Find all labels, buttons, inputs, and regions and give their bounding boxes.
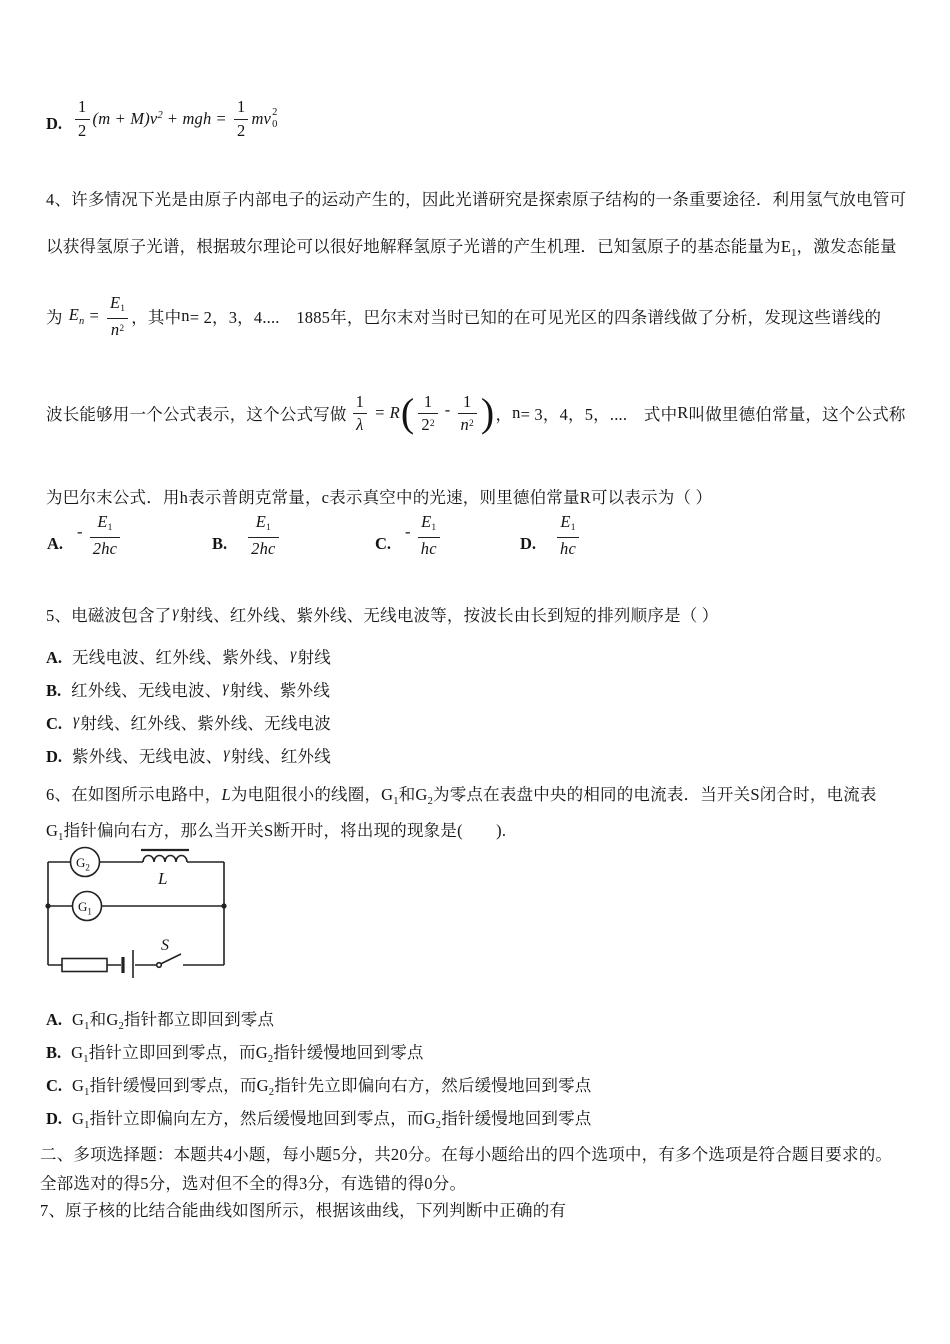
g1-label: $G_1$ xyxy=(78,899,92,917)
minus-sign: - xyxy=(405,522,411,541)
q4-option-c: C. - $\frac{E_1}{hc}$ xyxy=(375,512,443,558)
symbol-r: R xyxy=(389,403,400,422)
symbol-l: L xyxy=(221,785,231,804)
symbol-h: h xyxy=(179,488,189,507)
q4-stem-line-4: 波长能够用一个公式表示，这个公式写做 $\frac{1}{\lambda}$ = R ( $\frac{1}{2^2}$ - $\frac{1}{n^2}$ ) ， n = 3，4，5，.... 式中 R 叫做里德伯常量，这个公式称 xyxy=(46,390,906,435)
formula-term: $(m + M)v^2$ xyxy=(92,108,163,128)
gamma-symbol: γ xyxy=(223,745,230,762)
symbol-n: n xyxy=(512,403,521,422)
symbol-c: c xyxy=(321,488,330,507)
minus-sign: - xyxy=(77,522,83,541)
q4-stem-line-3: 为 $E_n$ = $\frac{E_1}{n^2}$ ，其中 n = 2，3，4.... 1885年，巴尔末对当时已知的在可见光区的四条谱线做了分析，发现这些谱线的 xyxy=(46,293,882,339)
q6-option-d: D. $G_1$指针立即偏向左方，然后缓慢地回到零点，而$G_2$指针缓慢地回到零点 xyxy=(46,1109,592,1131)
q7-stem: 7、原子核的比结合能曲线如图所示，根据该曲线，下列判断中正确的有 xyxy=(40,1201,567,1220)
junction-dot-left xyxy=(45,903,50,908)
junction-dot-right xyxy=(221,903,226,908)
gamma-symbol: γ xyxy=(172,604,179,621)
symbol-g1: $G_1$ xyxy=(72,1010,90,1032)
q4-stem-line-2: 以获得氢原子光谱，根据玻尔理论可以很好地解释氢原子光谱的产生机理．已知氢原子的基态能量为$E_1$，激发态能量 xyxy=(46,237,897,259)
symbol-g1: $G_1$ xyxy=(381,785,399,807)
symbol-s: S xyxy=(750,785,760,804)
operator: = xyxy=(216,108,226,128)
q6-option-c: C. $G_1$指针缓慢回到零点，而$G_2$指针先立即偏向右方，然后缓慢地回到零点 xyxy=(46,1076,592,1098)
fraction: $\frac{E_1}{2hc}$ xyxy=(248,512,278,558)
operator: + xyxy=(167,108,178,128)
g2-label: $G_2$ xyxy=(76,855,90,873)
circuit-diagram xyxy=(40,843,240,978)
q5-option-a: A. 无线电波、红外线、紫外线、γ射线 xyxy=(46,646,331,667)
switch-label: S xyxy=(161,937,169,954)
q4-stem-line-5: 为巴尔末公式．用h表示普朗克常量，c表示真空中的光速，则里德伯常量R可以表示为（ ） xyxy=(46,488,713,507)
symbol-g1: $G_1$ xyxy=(71,1043,89,1065)
fraction: $\frac{E_1}{2hc}$ xyxy=(90,512,120,558)
fraction: $\frac{1}{2^2}$ xyxy=(418,392,437,435)
fraction: $\frac{1}{n^2}$ xyxy=(458,392,477,435)
symbol-r: R xyxy=(579,488,591,507)
q5-stem: 5、电磁波包含了γ射线、红外线、紫外线、无线电波等，按波长由长到短的排列顺序是（ ） xyxy=(46,604,719,625)
inductor-label: L xyxy=(158,869,168,888)
operator: = xyxy=(375,403,385,422)
gamma-symbol: γ xyxy=(73,712,80,729)
fraction: $\frac{1}{2}$ xyxy=(234,97,248,140)
q4-option-b: B. $\frac{E_1}{2hc}$ xyxy=(212,512,282,558)
fraction: $\frac{E_1}{hc}$ xyxy=(557,512,579,558)
gamma-symbol: γ xyxy=(290,646,297,663)
formula-term: mv xyxy=(251,108,272,128)
symbol-en: $E_n$ xyxy=(68,305,85,327)
formula-term: mgh xyxy=(182,108,212,128)
prev-question-option-d xyxy=(46,97,278,140)
fraction: $\frac{1}{2}$ xyxy=(75,97,89,140)
sup-sub-stack: 2 0 xyxy=(272,106,278,130)
symbol-g1: $G_1$ xyxy=(72,1109,90,1131)
symbol-n: n xyxy=(181,306,190,325)
q6-option-b: B. $G_1$指针立即回到零点，而$G_2$指针缓慢地回到零点 xyxy=(46,1043,424,1065)
resistor-icon xyxy=(62,959,107,972)
symbol-g1: $G_1$ xyxy=(72,1076,90,1098)
option-label: D. xyxy=(46,114,63,133)
q4-option-a: A. - $\frac{E_1}{2hc}$ xyxy=(47,512,123,558)
q4-option-d: D. $\frac{E_1}{hc}$ xyxy=(520,512,582,558)
switch-pivot xyxy=(157,963,162,968)
q5-option-b: B. 红外线、无线电波、γ射线、紫外线 xyxy=(46,679,331,700)
q6-stem-line-2: $G_1$指针偏向右方，那么当开关S断开时，将出现的现象是( ). xyxy=(46,821,507,843)
q6-option-a: A. $G_1$和$G_2$指针都立即回到零点 xyxy=(46,1010,275,1032)
switch-lever xyxy=(162,954,182,964)
q4-options-row xyxy=(0,512,950,574)
fraction: $\frac{1}{\lambda}$ xyxy=(353,392,367,435)
operator: - xyxy=(444,400,451,419)
operator: = xyxy=(89,306,99,325)
symbol-e1: $E_1$ xyxy=(780,237,797,259)
q6-stem-line-1: 6、在如图所示电路中，L为电阻很小的线圈，$G_1$和$G_2$为零点在表盘中央的相同的电流表．当开关S闭合时，电流表 xyxy=(46,785,877,807)
fraction: $\frac{E_1}{n^2}$ xyxy=(107,293,128,339)
gamma-symbol: γ xyxy=(222,679,229,696)
symbol-g1: $G_1$ xyxy=(46,821,64,843)
symbol-s: S xyxy=(263,821,274,840)
section-2-header-line-2: 全部选对的得5分，选对但不全的得3分，有选错的得0分。 xyxy=(40,1174,467,1193)
section-2-header-line-1: 二、多项选择题：本题共4小题，每小题5分，共20分。在每小题给出的四个选项中，有多个选项是符合题目要求的。 xyxy=(40,1145,893,1164)
inductor-icon xyxy=(143,856,187,863)
symbol-r: R xyxy=(677,403,689,422)
q5-option-c: C. γ射线、红外线、紫外线、无线电波 xyxy=(46,712,331,733)
fraction: $\frac{E_1}{hc}$ xyxy=(418,512,440,558)
q4-stem-line-1: 4、许多情况下光是由原子内部电子的运动产生的，因此光谱研究是探索原子结构的一条重要途径．利用氢气放电管可 xyxy=(46,190,907,209)
q5-option-d: D. 紫外线、无线电波、γ射线、红外线 xyxy=(46,745,331,766)
